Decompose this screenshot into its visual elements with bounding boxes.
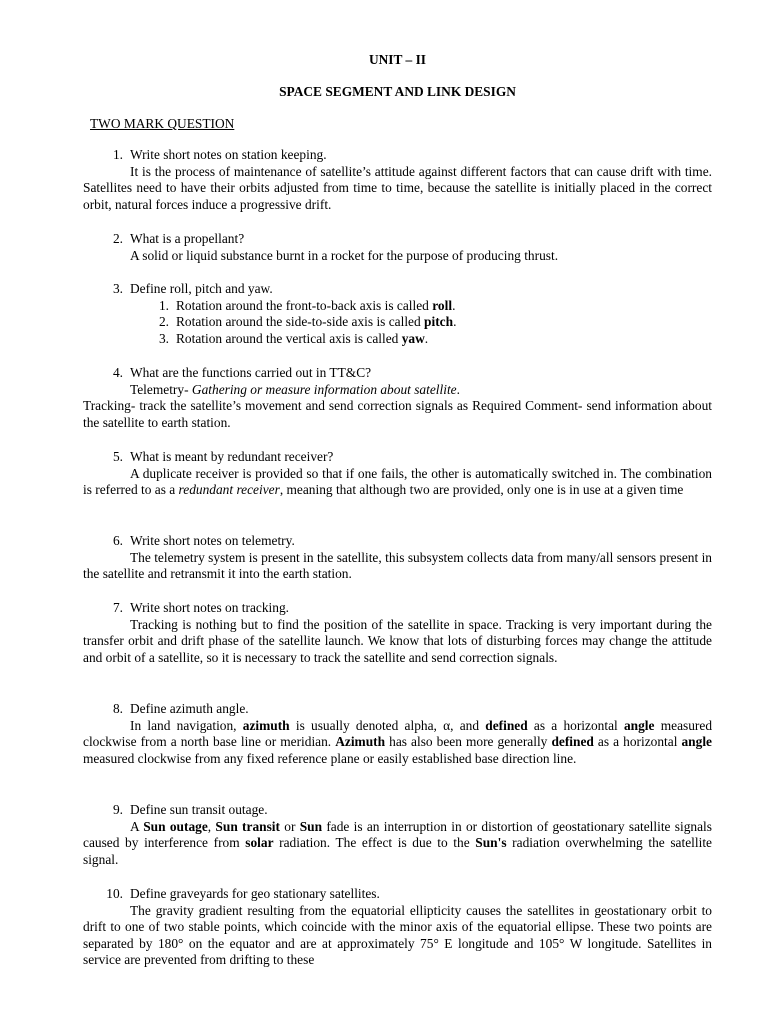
question-number: 4. bbox=[112, 365, 123, 380]
question-1 bbox=[83, 147, 712, 213]
question-number: 10. bbox=[106, 886, 123, 901]
sub-item-pitch: 2. Rotation around the side-to-side axis is called pitch. bbox=[158, 314, 457, 330]
question-number: 5. bbox=[112, 449, 123, 464]
question-text: Define roll, pitch and yaw. bbox=[130, 281, 273, 296]
question-text: Write short notes on station keeping. bbox=[130, 147, 327, 162]
question-number: 8. bbox=[112, 701, 123, 716]
question-number: 3. bbox=[112, 281, 123, 296]
answer-text: The telemetry system is present in the satellite, this subsystem collects data from many/all sensors present in the satellite and retransmit it into the earth station. bbox=[83, 549, 712, 582]
section-heading: TWO MARK QUESTION bbox=[90, 116, 235, 131]
sub-item-yaw: 3. Rotation around the vertical axis is called yaw. bbox=[158, 330, 429, 346]
answer-text-continued: Tracking- track the satellite’s movement and send correction signals as Required Comment- send information about the satellite to earth station. bbox=[83, 398, 712, 430]
question-text: Define sun transit outage. bbox=[130, 802, 268, 817]
answer-text: It is the process of maintenance of satellite’s attitude against different factors that can cause drift with time. Satellites need to have their orbits adjusted from time to time, because the satellite is initially placed in the correct orbit, natural forces induce a progressive drift. bbox=[83, 163, 712, 212]
question-2 bbox=[83, 231, 712, 264]
question-text: Define graveyards for geo stationary satellites. bbox=[130, 886, 380, 901]
question-text: What is a propellant? bbox=[130, 231, 245, 246]
question-text: What are the functions carried out in TT&C? bbox=[130, 365, 372, 380]
answer-text: A duplicate receiver is provided so that if one fails, the other is automatically switched in. The combination is referred to as a redundant receiver, meaning that although two are provided, only one is in use at a given time bbox=[83, 465, 712, 498]
question-10 bbox=[83, 886, 712, 969]
question-6 bbox=[83, 533, 712, 583]
question-number: 9. bbox=[112, 802, 123, 817]
document-title: SPACE SEGMENT AND LINK DESIGN bbox=[279, 84, 516, 99]
question-text: Write short notes on telemetry. bbox=[130, 533, 295, 548]
question-8 bbox=[83, 701, 712, 767]
question-text: Write short notes on tracking. bbox=[130, 600, 289, 615]
answer-text: A solid or liquid substance burnt in a rocket for the purpose of producing thrust. bbox=[130, 247, 559, 263]
question-3 bbox=[83, 281, 712, 347]
question-text: Define azimuth angle. bbox=[130, 701, 249, 716]
answer-text: In land navigation, azimuth is usually denoted alpha, α, and defined as a horizontal angle measured clockwise from a north base line or meridian. Azimuth has also been more generally defined as a horizontal angle measured clockwise from any fixed reference plane or easily established base direction line. bbox=[83, 717, 713, 766]
question-number: 7. bbox=[112, 600, 123, 615]
answer-text: A Sun outage, Sun transit or Sun fade is an interruption in or distortion of geostationary satellite signals caused by interference from solar radiation. The effect is due to the Sun's radiation overwhelming the satellite signal. bbox=[83, 818, 712, 867]
answer-text: The gravity gradient resulting from the equatorial ellipticity causes the satellites in geostationary orbit to drift to one of two stable points, which coincide with the minor axis of the equatorial ellipse. These two points are separated by 180° on the equator and are at approximately 75° E longitude and 105° W longitude. Satellites in service are prevented from drifting to these bbox=[83, 902, 712, 968]
question-5 bbox=[83, 449, 712, 499]
question-number: 1. bbox=[112, 147, 123, 162]
answer-text: Tracking is nothing but to find the position of the satellite in space. Tracking is very important during the transfer orbit and drift phase of the satellite launch. We know that lots of disturbing forces may change the attitude and orbit of a satellite, so it is necessary to track the satellite and send correction signals. bbox=[83, 616, 712, 665]
question-number: 6. bbox=[112, 533, 123, 548]
unit-title: UNIT – II bbox=[368, 52, 427, 67]
question-text: What is meant by redundant receiver? bbox=[130, 449, 334, 464]
question-4 bbox=[83, 365, 712, 431]
question-9 bbox=[83, 802, 712, 868]
sub-item-roll: 1. Rotation around the front-to-back axis is called roll. bbox=[158, 297, 456, 313]
question-7 bbox=[83, 600, 712, 666]
answer-text: Telemetry- Gathering or measure information about satellite. bbox=[130, 381, 460, 397]
question-number: 2. bbox=[112, 231, 123, 246]
